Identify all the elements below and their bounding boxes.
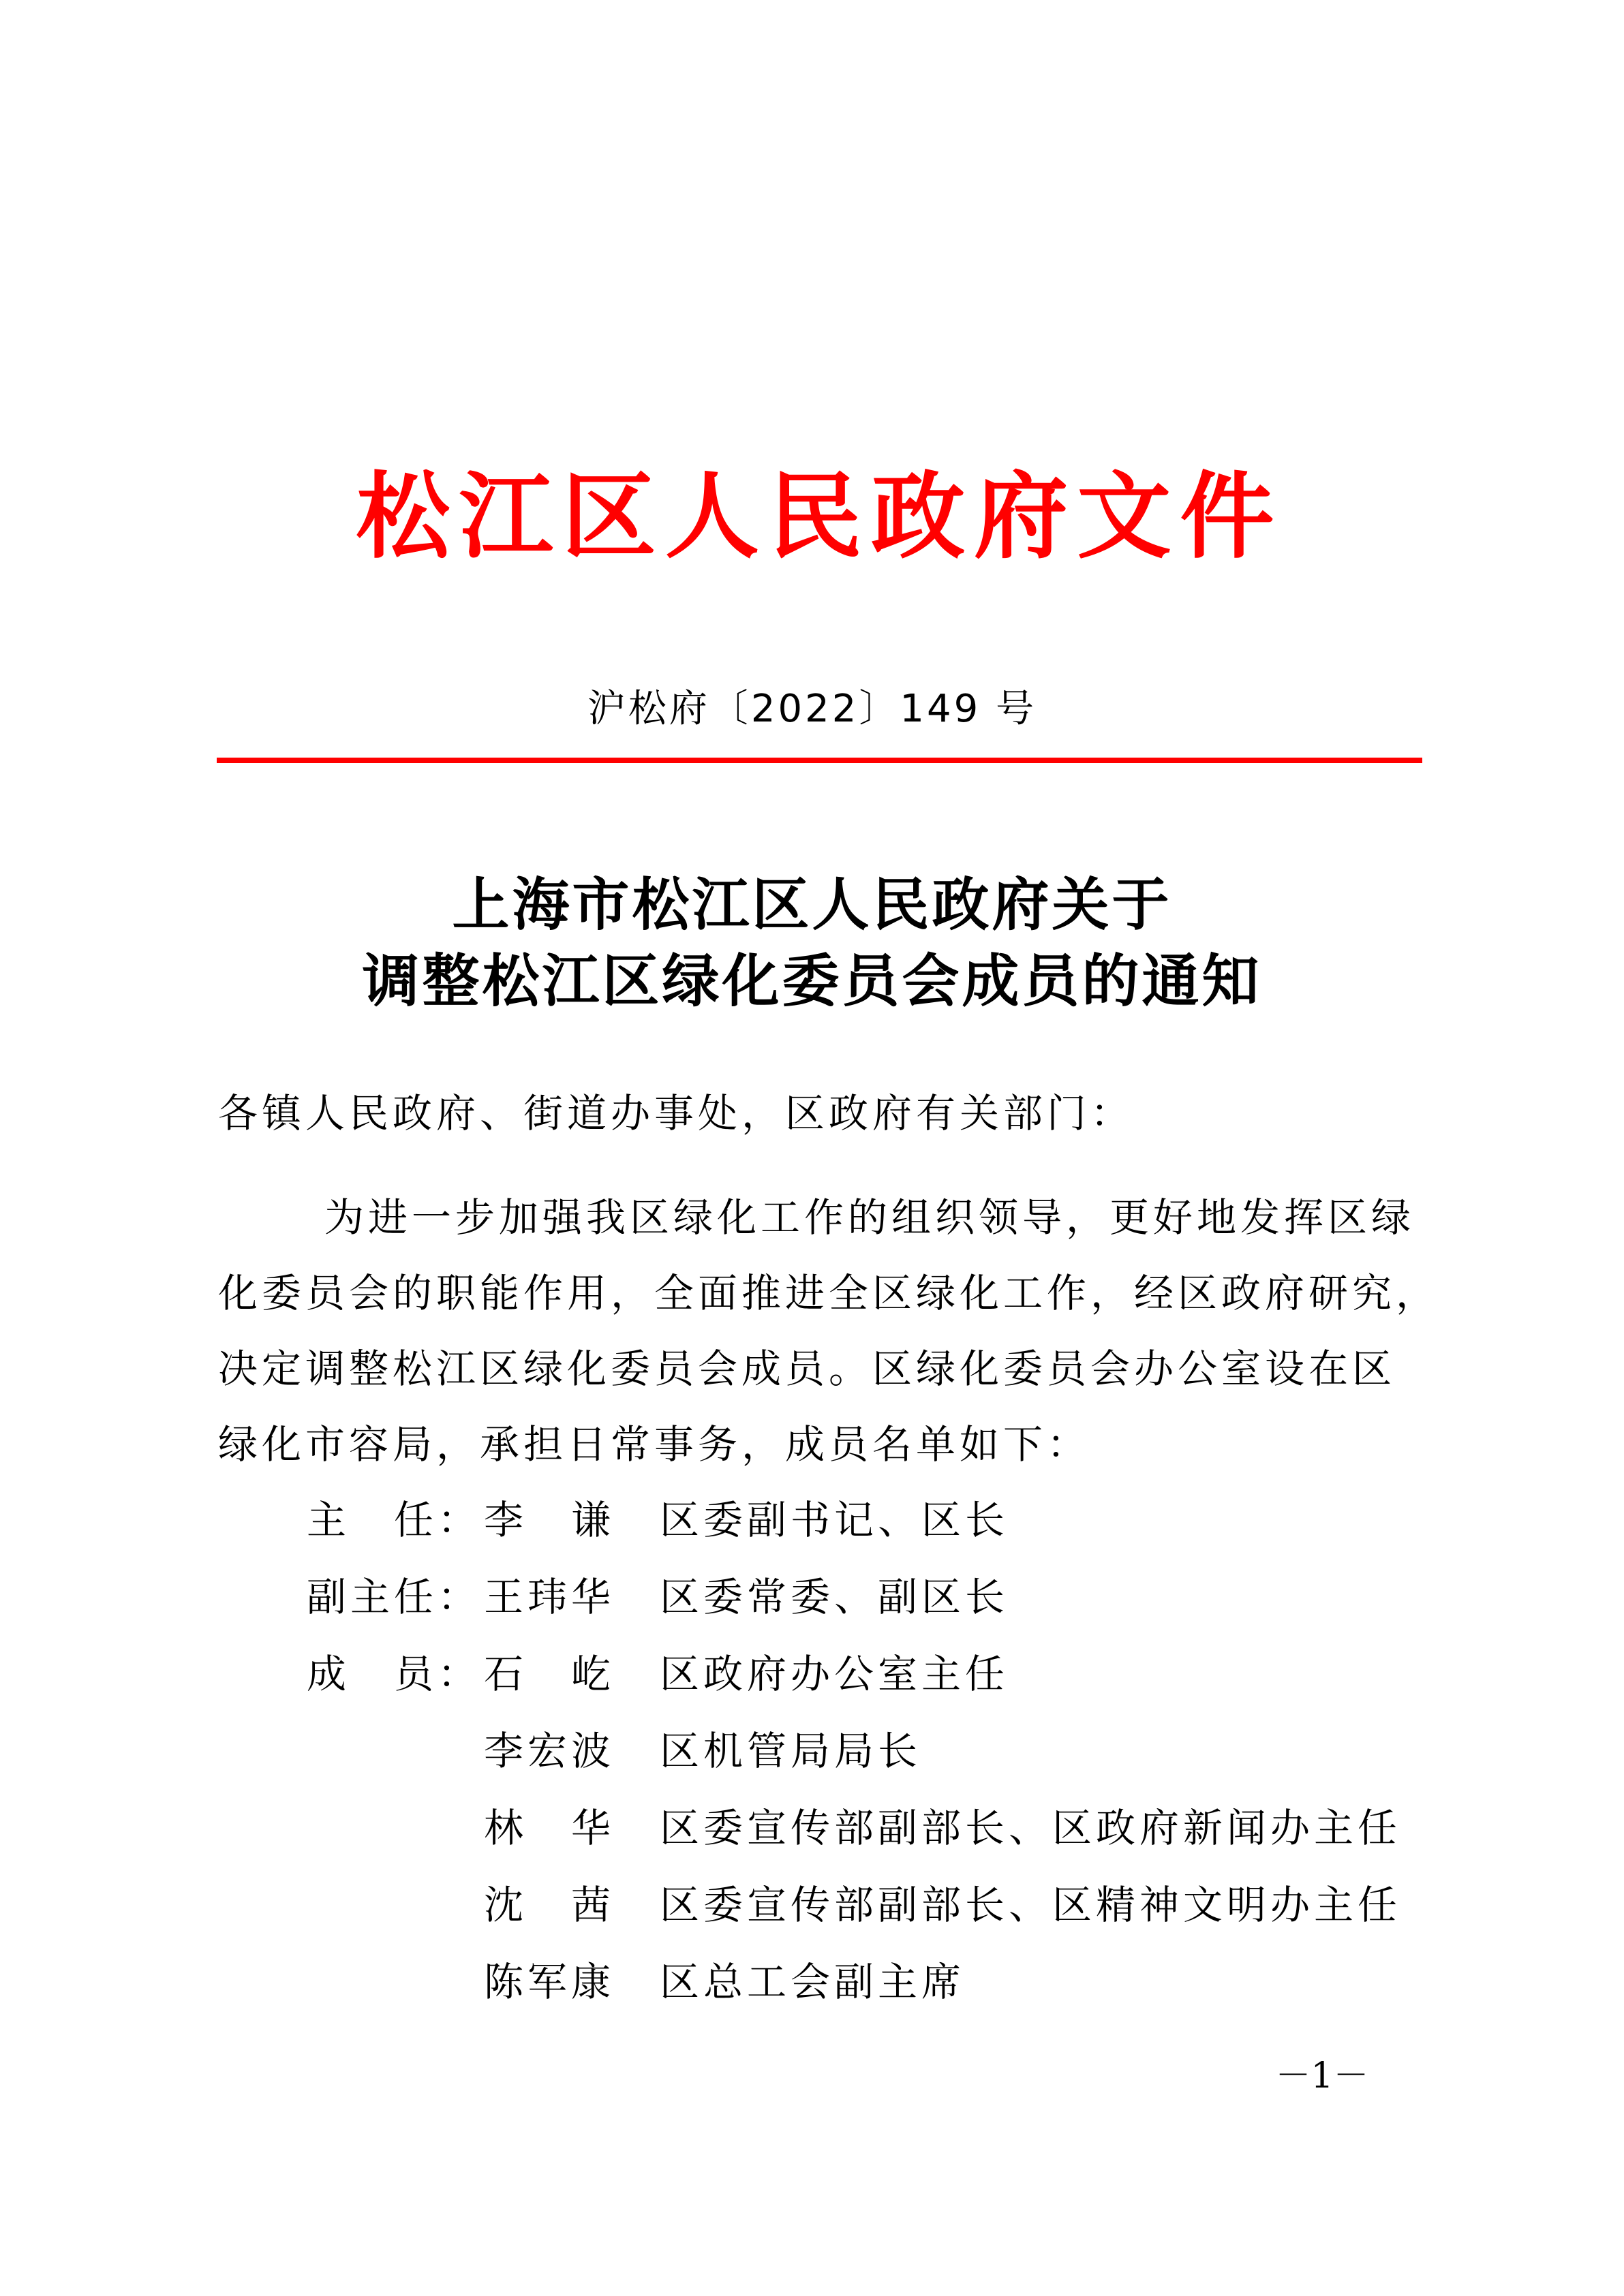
name-char: 华 (570, 1805, 611, 1851)
name-char: 玮 (527, 1574, 567, 1620)
role-char: 员 (394, 1651, 438, 1697)
salutation: 各镇人民政府、街道办事处，区政府有关部门： (218, 1090, 1135, 1136)
masthead-char: 件 (1180, 461, 1274, 572)
notice-heading-line-1: 上海市松江区人民政府关于 (452, 871, 1172, 938)
document-number: 沪松府〔2022〕149 号 (587, 687, 1037, 731)
name-char: 茜 (570, 1882, 611, 1928)
member-title: 区机管局局长 (660, 1728, 922, 1774)
name-char: 军 (527, 1959, 567, 2005)
name-char: 李 (483, 1728, 523, 1774)
name-char: 谦 (570, 1497, 611, 1543)
member-role (307, 1570, 481, 1624)
member-name (482, 1570, 613, 1624)
role-char: 成 (307, 1651, 351, 1697)
masthead-char: 府 (974, 461, 1069, 572)
member-title: 区委宣传部副部长、区政府新闻办主任 (660, 1805, 1402, 1851)
name-char: 华 (570, 1574, 611, 1620)
name-char: 康 (570, 1959, 611, 2005)
body-paragraph-line: 绿化市容局，承担日常事务，成员名单如下： (218, 1421, 1091, 1468)
name-char: 屹 (570, 1651, 611, 1697)
masthead-char: 人 (664, 461, 759, 572)
body-paragraph-line: 化委员会的职能作用，全面推进全区绿化工作，经区政府研究， (218, 1270, 1440, 1316)
member-role (307, 1647, 481, 1701)
member-name (482, 1955, 613, 2009)
name-char: 沈 (483, 1882, 523, 1928)
body-paragraph-line: 决定调整松江区绿化委员会成员。区绿化委员会办公室设在区 (218, 1346, 1396, 1392)
member-name (482, 1647, 613, 1701)
name-char: 宏 (527, 1728, 567, 1774)
role-char: 主 (350, 1574, 395, 1620)
role-char: 副 (307, 1574, 351, 1620)
masthead-char: 文 (1077, 461, 1171, 572)
red-divider-rule (217, 758, 1422, 763)
masthead-char: 松 (356, 461, 450, 572)
name-char: 林 (483, 1805, 523, 1851)
member-title: 区政府办公室主任 (660, 1651, 1009, 1697)
body-paragraph-line: 为进一步加强我区绿化工作的组织领导，更好地发挥区绿 (324, 1194, 1415, 1241)
page-number: －1－ (1275, 2055, 1369, 2096)
masthead-char: 区 (562, 461, 656, 572)
member-title: 区总工会副主席 (660, 1959, 966, 2005)
name-char: 石 (483, 1651, 523, 1697)
member-title: 区委副书记、区长 (660, 1497, 1009, 1543)
role-char: 任 (394, 1497, 438, 1543)
member-title: 区委常委、副区长 (660, 1574, 1009, 1620)
member-name (482, 1724, 613, 1778)
masthead-char: 民 (767, 461, 862, 572)
document-masthead (352, 455, 1278, 578)
role-char: 主 (307, 1497, 351, 1543)
name-char: 陈 (483, 1959, 523, 2005)
name-char: 波 (570, 1728, 611, 1774)
name-char: 李 (483, 1497, 523, 1543)
member-title: 区委宣传部副部长、区精神文明办主任 (660, 1882, 1402, 1928)
member-role (307, 1493, 481, 1547)
name-char: 王 (483, 1574, 523, 1620)
member-name (482, 1493, 613, 1547)
role-char: ： (438, 1574, 482, 1620)
role-char: ： (438, 1497, 482, 1543)
role-char: 任 (394, 1574, 438, 1620)
masthead-char: 江 (459, 461, 553, 572)
role-char: ： (438, 1651, 482, 1697)
masthead-char: 政 (871, 461, 966, 572)
notice-heading-line-2: 调整松江区绿化委员会成员的通知 (362, 947, 1262, 1014)
member-name (482, 1801, 613, 1855)
member-name (482, 1878, 613, 1932)
